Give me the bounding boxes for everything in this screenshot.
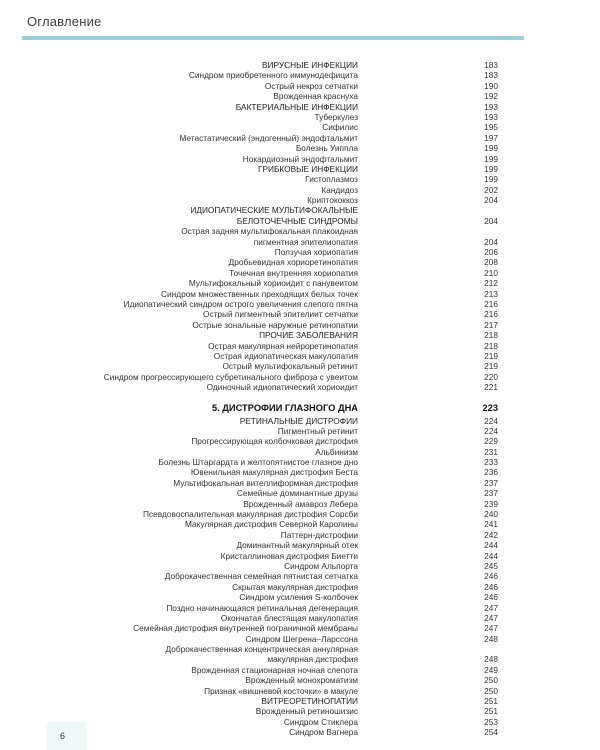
toc-entry-title: Врожденный монохроматизм bbox=[245, 675, 358, 686]
toc-entry bbox=[0, 237, 600, 247]
toc-entry-page: 237 bbox=[484, 477, 498, 488]
toc-entry bbox=[0, 185, 600, 195]
toc-entry-title: ПРОЧИЕ ЗАБОЛЕВАНИЯ bbox=[259, 330, 358, 341]
toc-entry bbox=[0, 686, 600, 696]
toc-entry-title: Признак «вишневой косточки» в макуле bbox=[204, 685, 358, 696]
toc-entry-title: Острый мультифокальный ретинит bbox=[222, 361, 358, 372]
toc-entry-title: Нокардиозный эндофтальмит bbox=[242, 153, 358, 164]
toc-entry-page: 197 bbox=[484, 132, 498, 143]
toc-entry-page: 246 bbox=[484, 592, 498, 603]
toc-entry bbox=[0, 644, 600, 654]
toc-entry-page: 249 bbox=[484, 664, 498, 675]
toc-entry-page: 204 bbox=[484, 195, 498, 206]
toc-entry-page: 199 bbox=[484, 174, 498, 185]
toc-entry bbox=[0, 478, 600, 488]
toc-entry-page: 250 bbox=[484, 685, 498, 696]
toc-entry bbox=[0, 195, 600, 205]
toc-entry-title: Синдром Вагнера bbox=[289, 727, 358, 738]
toc-section-entry bbox=[0, 696, 600, 706]
toc-entry bbox=[0, 226, 600, 236]
toc-entry bbox=[0, 247, 600, 257]
toc-entry-page: 193 bbox=[484, 111, 498, 122]
toc-entry-title: Острый некроз сетчатки bbox=[264, 80, 358, 91]
toc-entry bbox=[0, 717, 600, 727]
toc-entry bbox=[0, 382, 600, 392]
toc-entry-page: 241 bbox=[484, 519, 498, 530]
toc-entry-page: 253 bbox=[484, 716, 498, 727]
toc-entry-title: БАКТЕРИАЛЬНЫЕ ИНФЕКЦИИ bbox=[235, 101, 358, 112]
toc-section-entry bbox=[0, 216, 600, 226]
toc-entry-page: 229 bbox=[484, 436, 498, 447]
toc-entry-title: Альбинизм bbox=[315, 446, 358, 457]
toc-entry-title: Макулярная дистрофия Северной Каролины bbox=[185, 519, 358, 530]
toc-entry-title: Доброкачественная концентрическая аннулярная bbox=[165, 644, 358, 655]
toc-entry bbox=[0, 519, 600, 529]
toc-entry-title: Синдром Шегрена–Ларссона bbox=[245, 633, 358, 644]
toc-entry bbox=[0, 154, 600, 164]
toc-entry-page: 240 bbox=[484, 509, 498, 520]
toc-entry bbox=[0, 447, 600, 457]
toc-entry bbox=[0, 351, 600, 361]
toc-entry bbox=[0, 426, 600, 436]
toc-entry-title: Криптококкоз bbox=[307, 195, 358, 206]
toc-entry bbox=[0, 174, 600, 184]
toc-entry bbox=[0, 91, 600, 101]
toc-entry bbox=[0, 309, 600, 319]
toc-entry-title: Мультифокальная вителлиформная дистрофия bbox=[173, 477, 358, 488]
toc-entry-page: 216 bbox=[484, 298, 498, 309]
toc-entry-title: 5. ДИСТРОФИИ ГЛАЗНОГО ДНА bbox=[211, 402, 358, 413]
toc-entry-title: БЕЛОТОЧЕЧНЫЕ СИНДРОМЫ bbox=[236, 215, 358, 226]
toc-entry bbox=[0, 143, 600, 153]
toc-entry-title: Острая задняя мультифокальная плакоидная bbox=[181, 226, 358, 237]
toc-entry-title: Семейные доминантные друзы bbox=[236, 488, 358, 499]
toc-entry-page: 193 bbox=[484, 101, 498, 112]
toc-entry bbox=[0, 582, 600, 592]
toc-entry-title: ВИТРЕОРЕТИНОПАТИИ bbox=[261, 696, 358, 707]
toc-entry-title: Болезнь Штаргардта и желтопятнистое глазное дно bbox=[158, 457, 358, 468]
toc-entry bbox=[0, 634, 600, 644]
toc-entry-title: Кристаллиновая дистрофия Биетти bbox=[220, 550, 358, 561]
toc-entry-page: 254 bbox=[484, 727, 498, 738]
toc-entry-title: Синдром Стиклера bbox=[283, 716, 358, 727]
toc-entry-title: Идиопатический синдром острого увеличения слепого пятна bbox=[123, 298, 358, 309]
toc-entry bbox=[0, 603, 600, 613]
toc-entry-page: 195 bbox=[484, 122, 498, 133]
toc-entry bbox=[0, 372, 600, 382]
toc-entry-title: Метастатический (эндогенный) эндофтальмит bbox=[179, 132, 358, 143]
toc-entry-page: 190 bbox=[484, 80, 498, 91]
toc-entry-page: 251 bbox=[484, 696, 498, 707]
toc-entry bbox=[0, 654, 600, 664]
toc-entry-page: 245 bbox=[484, 560, 498, 571]
toc-entry-page: 199 bbox=[484, 163, 498, 174]
toc-entry-title: Синдром множественных преходящих белых точек bbox=[161, 288, 358, 299]
toc-entry-title: Скрытая макулярная дистрофия bbox=[232, 581, 358, 592]
page-header-title: Оглавление bbox=[27, 14, 102, 29]
toc-entry-page: 221 bbox=[484, 382, 498, 393]
toc-entry-page: 239 bbox=[484, 498, 498, 509]
toc-entry-title: Сифилис bbox=[322, 122, 358, 133]
toc-entry bbox=[0, 122, 600, 132]
toc-entry-title: Синдром прогрессирующего субретинального фиброза с увеитом bbox=[103, 371, 358, 382]
toc-entry-title: Псевдовоспалительная макулярная дистрофия Сорсби bbox=[143, 509, 358, 520]
toc-entry-page: 183 bbox=[484, 70, 498, 81]
toc-entry-title: Врожденная стационарная ночная слепота bbox=[191, 664, 358, 675]
toc-entry-page: 251 bbox=[484, 706, 498, 717]
toc-entry bbox=[0, 727, 600, 737]
toc-entry-title: Врожденный амавроз Лебера bbox=[243, 498, 358, 509]
toc-entry-page: 244 bbox=[484, 540, 498, 551]
toc-entry bbox=[0, 70, 600, 80]
toc-entry-page: 244 bbox=[484, 550, 498, 561]
toc-entry-page: 183 bbox=[484, 60, 498, 70]
toc-entry-title: ИДИОПАТИЧЕСКИЕ МУЛЬТИФОКАЛЬНЫЕ bbox=[190, 205, 358, 216]
toc-entry-page: 210 bbox=[484, 267, 498, 278]
toc-entry-page: 212 bbox=[484, 278, 498, 289]
toc-entry bbox=[0, 257, 600, 267]
toc-entry-page: 218 bbox=[484, 330, 498, 341]
toc-entry-page: 216 bbox=[484, 309, 498, 320]
toc-entry-page: 231 bbox=[484, 446, 498, 457]
page-number: 6 bbox=[60, 731, 66, 741]
toc-entry-page: 219 bbox=[484, 350, 498, 361]
toc-entry bbox=[0, 571, 600, 581]
toc-entry-page: 248 bbox=[484, 633, 498, 644]
toc-entry bbox=[0, 299, 600, 309]
toc-entry-page: 217 bbox=[484, 319, 498, 330]
toc-entry-title: Точечная внутренняя хориопатия bbox=[229, 267, 358, 278]
toc-entry bbox=[0, 706, 600, 716]
toc-entry-page: 220 bbox=[484, 371, 498, 382]
toc-entry-title: Синдром усиления S-колбочек bbox=[239, 592, 358, 603]
toc-entry-page: 247 bbox=[484, 602, 498, 613]
toc-entry bbox=[0, 467, 600, 477]
toc-entry-page: 246 bbox=[484, 581, 498, 592]
toc-entry-page: 236 bbox=[484, 467, 498, 478]
toc-entry-title: Врожденная краснуха bbox=[273, 91, 358, 102]
toc-entry-title: Врожденный ретиношизис bbox=[255, 706, 358, 717]
toc-entry bbox=[0, 112, 600, 122]
table-of-contents bbox=[0, 60, 600, 738]
toc-entry-page: 224 bbox=[484, 415, 498, 426]
toc-entry-title: Кандидоз bbox=[321, 184, 358, 195]
toc-entry-title: Острые зональные наружные ретинопатии bbox=[192, 319, 358, 330]
toc-entry-page: 250 bbox=[484, 675, 498, 686]
toc-entry-title: Поздно начинающаяся ретинальная дегенерация bbox=[166, 602, 358, 613]
toc-entry bbox=[0, 540, 600, 550]
toc-section-entry bbox=[0, 102, 600, 112]
toc-entry bbox=[0, 509, 600, 519]
toc-entry-title: Гистоплазмоз bbox=[305, 174, 358, 185]
toc-entry-title: Пигментный ретинит bbox=[277, 425, 358, 436]
toc-entry-title: Доминантный макулярный отек bbox=[236, 540, 358, 551]
toc-entry-title: Острая идиопатическая макулопатия bbox=[213, 350, 358, 361]
toc-section-entry bbox=[0, 416, 600, 426]
toc-entry-title: Доброкачественная семейная пятнистая сетчатка bbox=[164, 571, 358, 582]
toc-entry-title: Болезнь Уиппла bbox=[295, 143, 358, 154]
toc-entry bbox=[0, 133, 600, 143]
toc-entry bbox=[0, 613, 600, 623]
toc-entry-title: Паттерн-дистрофии bbox=[280, 529, 358, 540]
toc-entry bbox=[0, 320, 600, 330]
toc-entry-page: 247 bbox=[484, 612, 498, 623]
toc-entry bbox=[0, 499, 600, 509]
toc-entry-title: макулярная дистрофия bbox=[267, 654, 358, 665]
toc-entry-title: пигментная эпителиопатия bbox=[253, 236, 358, 247]
toc-entry bbox=[0, 268, 600, 278]
toc-entry bbox=[0, 457, 600, 467]
toc-entry-title: Семейная дистрофия внутренней пограничной мембраны bbox=[133, 623, 358, 634]
toc-entry-page: 204 bbox=[484, 215, 498, 226]
toc-entry bbox=[0, 592, 600, 602]
toc-entry bbox=[0, 361, 600, 371]
toc-entry bbox=[0, 665, 600, 675]
toc-entry bbox=[0, 530, 600, 540]
toc-entry-page: 213 bbox=[484, 288, 498, 299]
toc-entry bbox=[0, 675, 600, 685]
page-number-tab bbox=[46, 722, 86, 750]
toc-entry bbox=[0, 623, 600, 633]
toc-entry-page: 246 bbox=[484, 571, 498, 582]
toc-chapter-entry bbox=[0, 401, 600, 416]
toc-entry bbox=[0, 488, 600, 498]
toc-entry-page: 192 bbox=[484, 91, 498, 102]
toc-entry-page: 247 bbox=[484, 623, 498, 634]
toc-entry-title: ГРИБКОВЫЕ ИНФЕКЦИИ bbox=[257, 163, 358, 174]
toc-entry-page: 224 bbox=[484, 425, 498, 436]
toc-entry-title: Мультифокальный хориоидит с панувеитом bbox=[188, 278, 358, 289]
toc-entry-title: Дробьевидная хориоретинопатия bbox=[228, 257, 358, 268]
toc-section-entry bbox=[0, 205, 600, 215]
toc-entry-title: Острая макулярная нейроретинопатия bbox=[208, 340, 358, 351]
toc-entry bbox=[0, 81, 600, 91]
toc-entry-page: 233 bbox=[484, 457, 498, 468]
toc-entry-title: Ползучая хориопатия bbox=[274, 247, 358, 258]
toc-entry-title: Острый пигментный эпителиит сетчатки bbox=[203, 309, 358, 320]
toc-entry-page: 202 bbox=[484, 184, 498, 195]
toc-entry-page: 206 bbox=[484, 247, 498, 258]
toc-entry-page: 237 bbox=[484, 488, 498, 499]
toc-entry bbox=[0, 436, 600, 446]
toc-entry-title: РЕТИНАЛЬНЫЕ ДИСТРОФИИ bbox=[239, 415, 358, 426]
toc-entry-title: Ювенильная макулярная дистрофия Беста bbox=[190, 467, 358, 478]
toc-entry-page: 242 bbox=[484, 529, 498, 540]
toc-entry-page: 248 bbox=[484, 654, 498, 665]
toc-entry-title: Синдром приобретенного иммунодефицита bbox=[188, 70, 358, 81]
toc-section-entry bbox=[0, 60, 600, 70]
toc-entry-page: 218 bbox=[484, 340, 498, 351]
toc-entry-title: Туберкулез bbox=[314, 111, 358, 122]
header-rule bbox=[22, 36, 524, 40]
toc-entry-page: 199 bbox=[484, 153, 498, 164]
toc-entry bbox=[0, 551, 600, 561]
toc-entry-page: 223 bbox=[482, 402, 498, 413]
toc-entry-page: 219 bbox=[484, 361, 498, 372]
toc-entry bbox=[0, 561, 600, 571]
toc-section-entry bbox=[0, 164, 600, 174]
toc-entry-title: ВИРУСНЫЕ ИНФЕКЦИИ bbox=[262, 60, 358, 70]
toc-entry-page: 204 bbox=[484, 236, 498, 247]
toc-entry bbox=[0, 278, 600, 288]
toc-entry-page: 199 bbox=[484, 143, 498, 154]
toc-section-entry bbox=[0, 330, 600, 340]
toc-entry-title: Одиночный идиопатический хориоидит bbox=[206, 382, 358, 393]
toc-entry-title: Окончатая блестящая макулопатия bbox=[220, 612, 358, 623]
toc-entry bbox=[0, 289, 600, 299]
toc-entry-title: Синдром Альпорта bbox=[284, 560, 358, 571]
toc-entry-page: 208 bbox=[484, 257, 498, 268]
toc-entry-title: Прогрессирующая колбочковая дистрофия bbox=[191, 436, 358, 447]
toc-entry bbox=[0, 341, 600, 351]
